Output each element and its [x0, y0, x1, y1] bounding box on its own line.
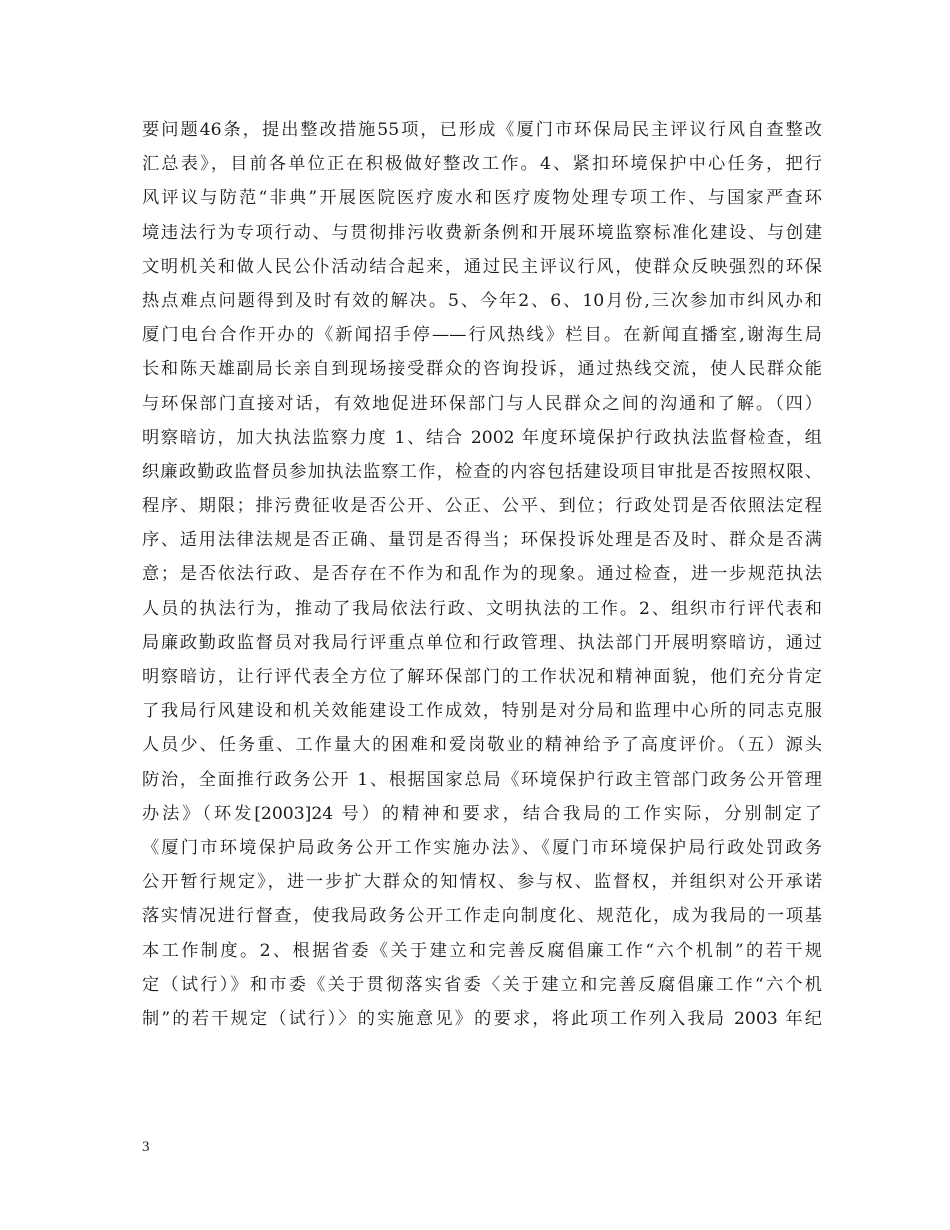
text-line: 防治，全面推行政务公开 1、根据国家总局《环境保护行政主管部门政务公开管理 — [142, 769, 822, 790]
text-line: 意；是否依法行政、是否存在不作为和乱作为的现象。通过检查，进一步规范执法 — [142, 564, 822, 585]
text-line: 《厦门市环境保护局政务公开工作实施办法》、《厦门市环境保护局行政处罚政务 — [142, 837, 822, 858]
text-line: 文明机关和做人民公仆活动结合起来，通过民主评议行风，使群众反映强烈的环保 — [142, 256, 822, 277]
text-line: 了我局行风建设和机关效能建设工作成效，特别是对分局和监理中心所的同志克服 — [142, 701, 822, 722]
page-number: 3 — [142, 1139, 150, 1155]
text-line: 厦门电台合作开办的《新闻招手停——行风热线》栏目。在新闻直播室,谢海生局 — [142, 325, 822, 346]
text-line: 长和陈天雄副局长亲自到现场接受群众的咨询投诉，通过热线交流，使人民群众能 — [142, 359, 822, 380]
text-line: 要问题46条，提出整改措施55项，已形成《厦门市环保局民主评议行风自查整改 — [142, 120, 822, 140]
text-line: 热点难点问题得到及时有效的解决。5、今年2、6、10月份,三次参加市纠风办和 — [142, 290, 822, 311]
text-line: 公开暂行规定》，进一步扩大群众的知情权、参与权、监督权，并组织对公开承诺 — [142, 872, 822, 893]
text-line: 程序、期限；排污费征收是否公开、公正、公平、到位；行政处罚是否依照法定程 — [142, 496, 822, 517]
body-paragraph — [142, 113, 822, 1036]
text-line: 人员的执法行为，推动了我局依法行政、文明执法的工作。2、组织市行评代表和 — [142, 598, 822, 619]
text-line: 汇总表》，目前各单位正在积极做好整改工作。4、紧扣环境保护中心任务，把行 — [142, 154, 822, 175]
text-line: 境违法行为专项行动、与贯彻排污收费新条例和开展环境监察标准化建设、与创建 — [142, 222, 822, 243]
text-line: 明察暗访，加大执法监察力度 1、结合 2002 年度环境保护行政执法监督检查，组 — [142, 427, 822, 448]
text-line: 落实情况进行督查，使我局政务公开工作走向制度化、规范化，成为我局的一项基 — [142, 906, 822, 927]
text-line: 本工作制度。2、根据省委《关于建立和完善反腐倡廉工作“六个机制”的若干规 — [142, 940, 822, 961]
text-line: 局廉政勤政监督员对我局行评重点单位和行政管理、执法部门开展明察暗访，通过 — [142, 632, 822, 653]
text-line: 制”的若干规定（试行）〉的实施意见》的要求，将此项工作列入我局 2003 年纪 — [142, 1008, 822, 1029]
text-line: 人员少、任务重、工作量大的困难和爱岗敬业的精神给予了高度评价。（五）源头 — [142, 735, 822, 756]
text-line: 定（试行）》和市委《关于贯彻落实省委〈关于建立和完善反腐倡廉工作“六个机 — [142, 974, 822, 995]
text-line: 风评议与防范“非典”开展医院医疗废水和医疗废物处理专项工作、与国家严查环 — [142, 188, 822, 209]
text-line: 与环保部门直接对话，有效地促进环保部门与人民群众之间的沟通和了解。（四） — [142, 393, 822, 414]
text-line: 序、适用法律法规是否正确、量罚是否得当；环保投诉处理是否及时、群众是否满 — [142, 530, 822, 551]
text-line: 办法》（环发[2003]24 号）的精神和要求，结合我局的工作实际，分别制定了 — [142, 803, 822, 824]
text-line: 明察暗访，让行评代表全方位了解环保部门的工作状况和精神面貌，他们充分肯定 — [142, 667, 822, 687]
text-line: 织廉政勤政监督员参加执法监察工作，检查的内容包括建设项目审批是否按照权限、 — [142, 461, 822, 482]
